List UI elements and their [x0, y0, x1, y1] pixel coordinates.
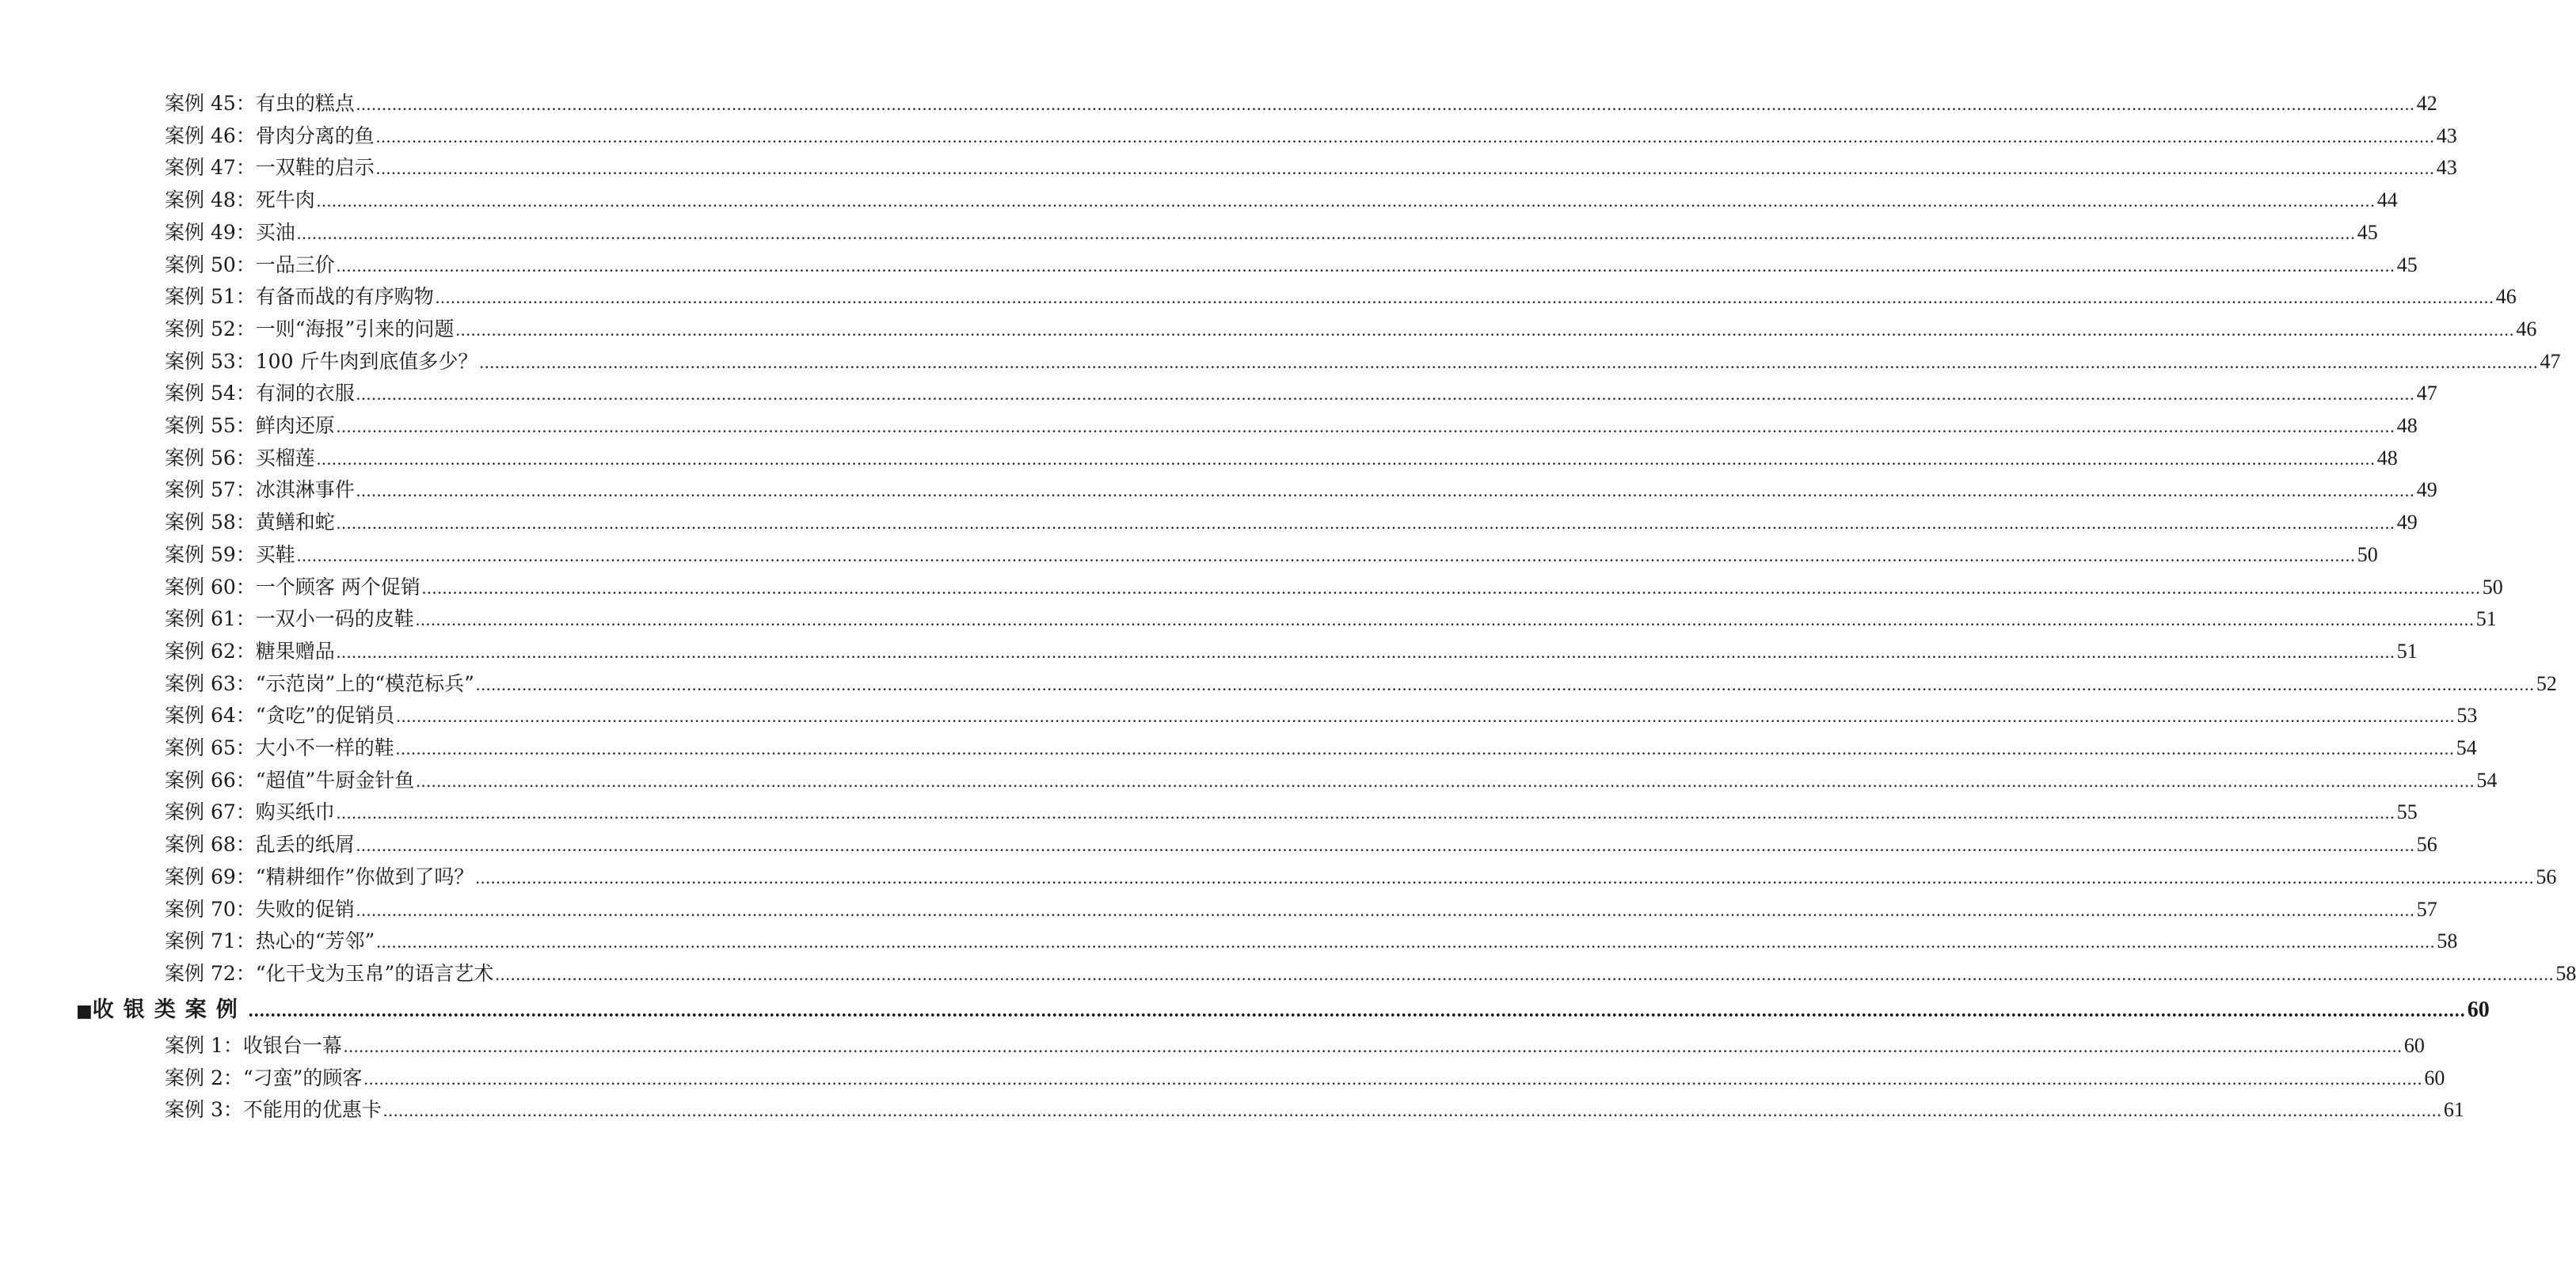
toc-entry[interactable] — [165, 445, 2398, 472]
toc-entry[interactable] — [165, 960, 2576, 987]
toc-entry-title: 案例 68：乱丢的纸屑 — [165, 833, 355, 856]
toc-entry[interactable] — [165, 187, 2398, 214]
dot-leader: ................................................................................................................................................................................................................................................................................................................................................................................................................ — [475, 675, 2535, 694]
toc-entry-page-number: 52 — [2536, 672, 2557, 695]
toc-entry[interactable] — [165, 1097, 2464, 1123]
toc-entry-page-number: 43 — [2436, 124, 2457, 147]
dot-leader: ................................................................................................................................................................................................................................................................................................................................................................................................................ — [455, 320, 2515, 340]
dot-leader: ................................................................................................................................................................................................................................................................................................................................................................................................................ — [363, 1069, 2423, 1089]
toc-entry-title: 案例 69：“精耕细作”你做到了吗？ — [165, 865, 474, 888]
toc-entry-page-number: 46 — [2516, 317, 2537, 340]
toc-entry[interactable] — [165, 799, 2418, 826]
toc-entry-page-number: 60 — [2424, 1066, 2445, 1089]
dot-leader: ................................................................................................................................................................................................................................................................................................................................................................................................................ — [356, 94, 2415, 114]
toc-entry-page-number: 53 — [2456, 704, 2478, 727]
toc-entry[interactable] — [165, 283, 2517, 310]
toc-entry-title: 案例 54：有洞的衣服 — [165, 382, 355, 405]
toc-entry[interactable] — [165, 864, 2557, 891]
toc-entry[interactable] — [165, 252, 2418, 279]
toc-entry-title: 案例 2：“刁蛮”的顾客 — [165, 1066, 363, 1089]
toc-entry[interactable] — [165, 412, 2418, 439]
toc-entry[interactable] — [165, 1032, 2425, 1059]
dot-leader: ................................................................................................................................................................................................................................................................................................................................................................................................................ — [375, 127, 2435, 146]
toc-entry-page-number: 48 — [2376, 447, 2398, 469]
toc-entry[interactable] — [165, 928, 2458, 955]
toc-entry-page-number: 51 — [2396, 640, 2418, 663]
toc-entry[interactable] — [165, 477, 2437, 504]
dot-leader: ................................................................................................................................................................................................................................................................................................................................................................................................................ — [435, 287, 2494, 307]
toc-entry-title: 案例 49：买油 — [165, 221, 295, 244]
toc-entry-page-number: 56 — [2416, 833, 2437, 856]
toc-entry-title: 案例 1：收银台一幕 — [165, 1034, 342, 1057]
toc-entry[interactable] — [165, 380, 2437, 407]
dot-leader: ................................................................................................................................................................................................................................................................................................................................................................................................................ — [336, 416, 2395, 436]
toc-entry[interactable] — [165, 638, 2418, 665]
toc-entry-title: 案例 46：骨肉分离的鱼 — [165, 124, 375, 147]
toc-entry[interactable] — [165, 702, 2478, 729]
section-page-number: 60 — [2467, 998, 2490, 1022]
toc-entry-title: 案例 66：“超值”牛厨金针鱼 — [165, 769, 415, 792]
dot-leader: ................................................................................................................................................................................................................................................................................................................................................................................................................ — [421, 578, 2481, 598]
toc-entry[interactable] — [165, 348, 2561, 375]
toc-entry-page-number: 60 — [2403, 1034, 2425, 1057]
dot-leader: ................................................................................................................................................................................................................................................................................................................................................................................................................ — [415, 610, 2475, 629]
toc-entry-title: 案例 48：死牛肉 — [165, 188, 315, 211]
dot-leader: ................................................................................................................................................................................................................................................................................................................................................................................................................ — [395, 739, 2455, 758]
toc-section-heading[interactable] — [76, 994, 2490, 1026]
toc-entry-page-number: 44 — [2376, 188, 2398, 211]
toc-entry-title: 案例 72：“化干戈为玉帛”的语言艺术 — [165, 962, 494, 985]
square-bullet-icon: ■ — [76, 1001, 93, 1021]
toc-entry[interactable] — [165, 90, 2437, 117]
toc-entry-page-number: 42 — [2416, 92, 2437, 115]
dot-leader: ................................................................................................................................................................................................................................................................................................................................................................................................................ — [495, 964, 2555, 984]
dot-leader: ................................................................................................................................................................................................................................................................................................................................................................................................................ — [343, 1036, 2403, 1056]
dot-leader: ................................................................................................................................................................................................................................................................................................................................................................................................................ — [316, 449, 2376, 469]
toc-entry-title: 案例 53：100 斤牛肉到底值多少？ — [165, 350, 478, 373]
toc-entry-title: 案例 51：有备而战的有序购物 — [165, 285, 434, 308]
toc-entry-title: 案例 45：有虫的糕点 — [165, 92, 355, 115]
dot-leader: ................................................................................................................................................................................................................................................................................................................................................................................................................ — [336, 642, 2395, 662]
dot-leader: ................................................................................................................................................................................................................................................................................................................................................................................................................ — [376, 932, 2436, 952]
toc-entry-page-number: 61 — [2443, 1098, 2464, 1121]
toc-entry-page-number: 58 — [2555, 962, 2576, 985]
toc-entry-title: 案例 67：购买纸巾 — [165, 800, 335, 823]
dot-leader: ................................................................................................................................................................................................................................................................................................................................................................................................................ — [396, 706, 2456, 726]
dot-leader: ................................................................................................................................................................................................................................................................................................................................................................................................................ — [248, 1001, 2466, 1021]
toc-entry-title: 案例 70：失败的促销 — [165, 898, 355, 921]
toc-entry-page-number: 48 — [2396, 414, 2418, 437]
toc-entry-page-number: 47 — [2540, 350, 2561, 373]
dot-leader: ................................................................................................................................................................................................................................................................................................................................................................................................................ — [316, 191, 2376, 211]
toc-entry-page-number: 58 — [2437, 929, 2458, 952]
toc-entry[interactable] — [165, 154, 2457, 181]
toc-entry-page-number: 49 — [2396, 511, 2418, 534]
dot-leader: ................................................................................................................................................................................................................................................................................................................................................................................................................ — [356, 384, 2415, 404]
dot-leader: ................................................................................................................................................................................................................................................................................................................................................................................................................ — [356, 900, 2415, 920]
toc-entry[interactable] — [165, 671, 2557, 698]
dot-leader: ................................................................................................................................................................................................................................................................................................................................................................................................................ — [336, 803, 2395, 823]
dot-leader: ................................................................................................................................................................................................................................................................................................................................................................................................................ — [336, 513, 2395, 533]
dot-leader: ................................................................................................................................................................................................................................................................................................................................................................................................................ — [382, 1100, 2442, 1120]
toc-entry-title: 案例 3：不能用的优惠卡 — [165, 1098, 382, 1121]
toc-entry[interactable] — [165, 219, 2378, 246]
toc-entry-title: 案例 56：买榴莲 — [165, 447, 315, 469]
dot-leader: ................................................................................................................................................................................................................................................................................................................................................................................................................ — [356, 481, 2415, 500]
toc-entry[interactable] — [165, 1065, 2445, 1092]
toc-entry-page-number: 54 — [2456, 736, 2477, 759]
toc-entry-page-number: 50 — [2357, 543, 2378, 566]
toc-entry-page-number: 56 — [2536, 865, 2557, 888]
toc-entry[interactable] — [165, 542, 2378, 568]
toc-entry-title: 案例 63：“示范岗”上的“模范标兵” — [165, 672, 474, 695]
toc-entry-page-number: 46 — [2495, 285, 2517, 308]
toc-entry-title: 案例 47：一双鞋的启示 — [165, 156, 375, 179]
toc-entry-page-number: 45 — [2396, 253, 2418, 276]
toc-entry-page-number: 45 — [2357, 221, 2378, 244]
toc-entry[interactable] — [165, 735, 2477, 762]
dot-leader: ................................................................................................................................................................................................................................................................................................................................................................................................................ — [296, 545, 2356, 565]
toc-entry-title: 案例 50：一品三价 — [165, 253, 335, 276]
toc-entry[interactable] — [165, 831, 2437, 858]
toc-entry-title: 案例 64：“贪吃”的促销员 — [165, 704, 395, 727]
dot-leader: ................................................................................................................................................................................................................................................................................................................................................................................................................ — [416, 771, 2475, 791]
toc-entry-title: 案例 60：一个顾客 两个促销 — [165, 576, 420, 599]
toc-entry-title: 案例 57：冰淇淋事件 — [165, 478, 355, 501]
section-title: 收银类案例 — [92, 998, 247, 1022]
dot-leader: ................................................................................................................................................................................................................................................................................................................................................................................................................ — [375, 158, 2435, 178]
toc-entry[interactable] — [165, 509, 2418, 536]
toc-entry-title: 案例 58：黄鳝和蛇 — [165, 511, 335, 534]
toc-entry[interactable] — [165, 896, 2437, 923]
dot-leader: ................................................................................................................................................................................................................................................................................................................................................................................................................ — [356, 835, 2415, 855]
toc-entry[interactable] — [165, 316, 2537, 343]
toc-entry[interactable] — [165, 606, 2497, 633]
dot-leader: ................................................................................................................................................................................................................................................................................................................................................................................................................ — [475, 868, 2535, 888]
toc-entry-page-number: 49 — [2416, 478, 2437, 501]
toc-entry-title: 案例 52：一则“海报”引来的问题 — [165, 317, 455, 340]
dot-leader: ................................................................................................................................................................................................................................................................................................................................................................................................................ — [336, 256, 2395, 276]
toc-entry-title: 案例 59：买鞋 — [165, 543, 295, 566]
dot-leader: ................................................................................................................................................................................................................................................................................................................................................................................................................ — [479, 352, 2539, 372]
toc-entry-page-number: 57 — [2416, 898, 2437, 921]
dot-leader: ................................................................................................................................................................................................................................................................................................................................................................................................................ — [296, 223, 2356, 243]
toc-entry-page-number: 51 — [2475, 607, 2497, 630]
toc-entry-page-number: 54 — [2476, 769, 2498, 792]
toc-entry-title: 案例 62：糖果赠品 — [165, 640, 335, 663]
toc-entry-title: 案例 61：一双小一码的皮鞋 — [165, 607, 414, 630]
toc-entry[interactable] — [165, 574, 2503, 601]
toc-entry-page-number: 47 — [2416, 382, 2437, 405]
toc-entry-page-number: 50 — [2482, 576, 2503, 599]
toc-entry-title: 案例 55：鲜肉还原 — [165, 414, 335, 437]
toc-entry-page-number: 43 — [2436, 156, 2457, 179]
toc-entry-title: 案例 71：热心的“芳邻” — [165, 929, 375, 952]
toc-entry[interactable] — [165, 767, 2498, 794]
toc-entry-page-number: 55 — [2396, 800, 2418, 823]
toc-entry[interactable] — [165, 123, 2457, 150]
toc-entry-title: 案例 65：大小不一样的鞋 — [165, 736, 394, 759]
